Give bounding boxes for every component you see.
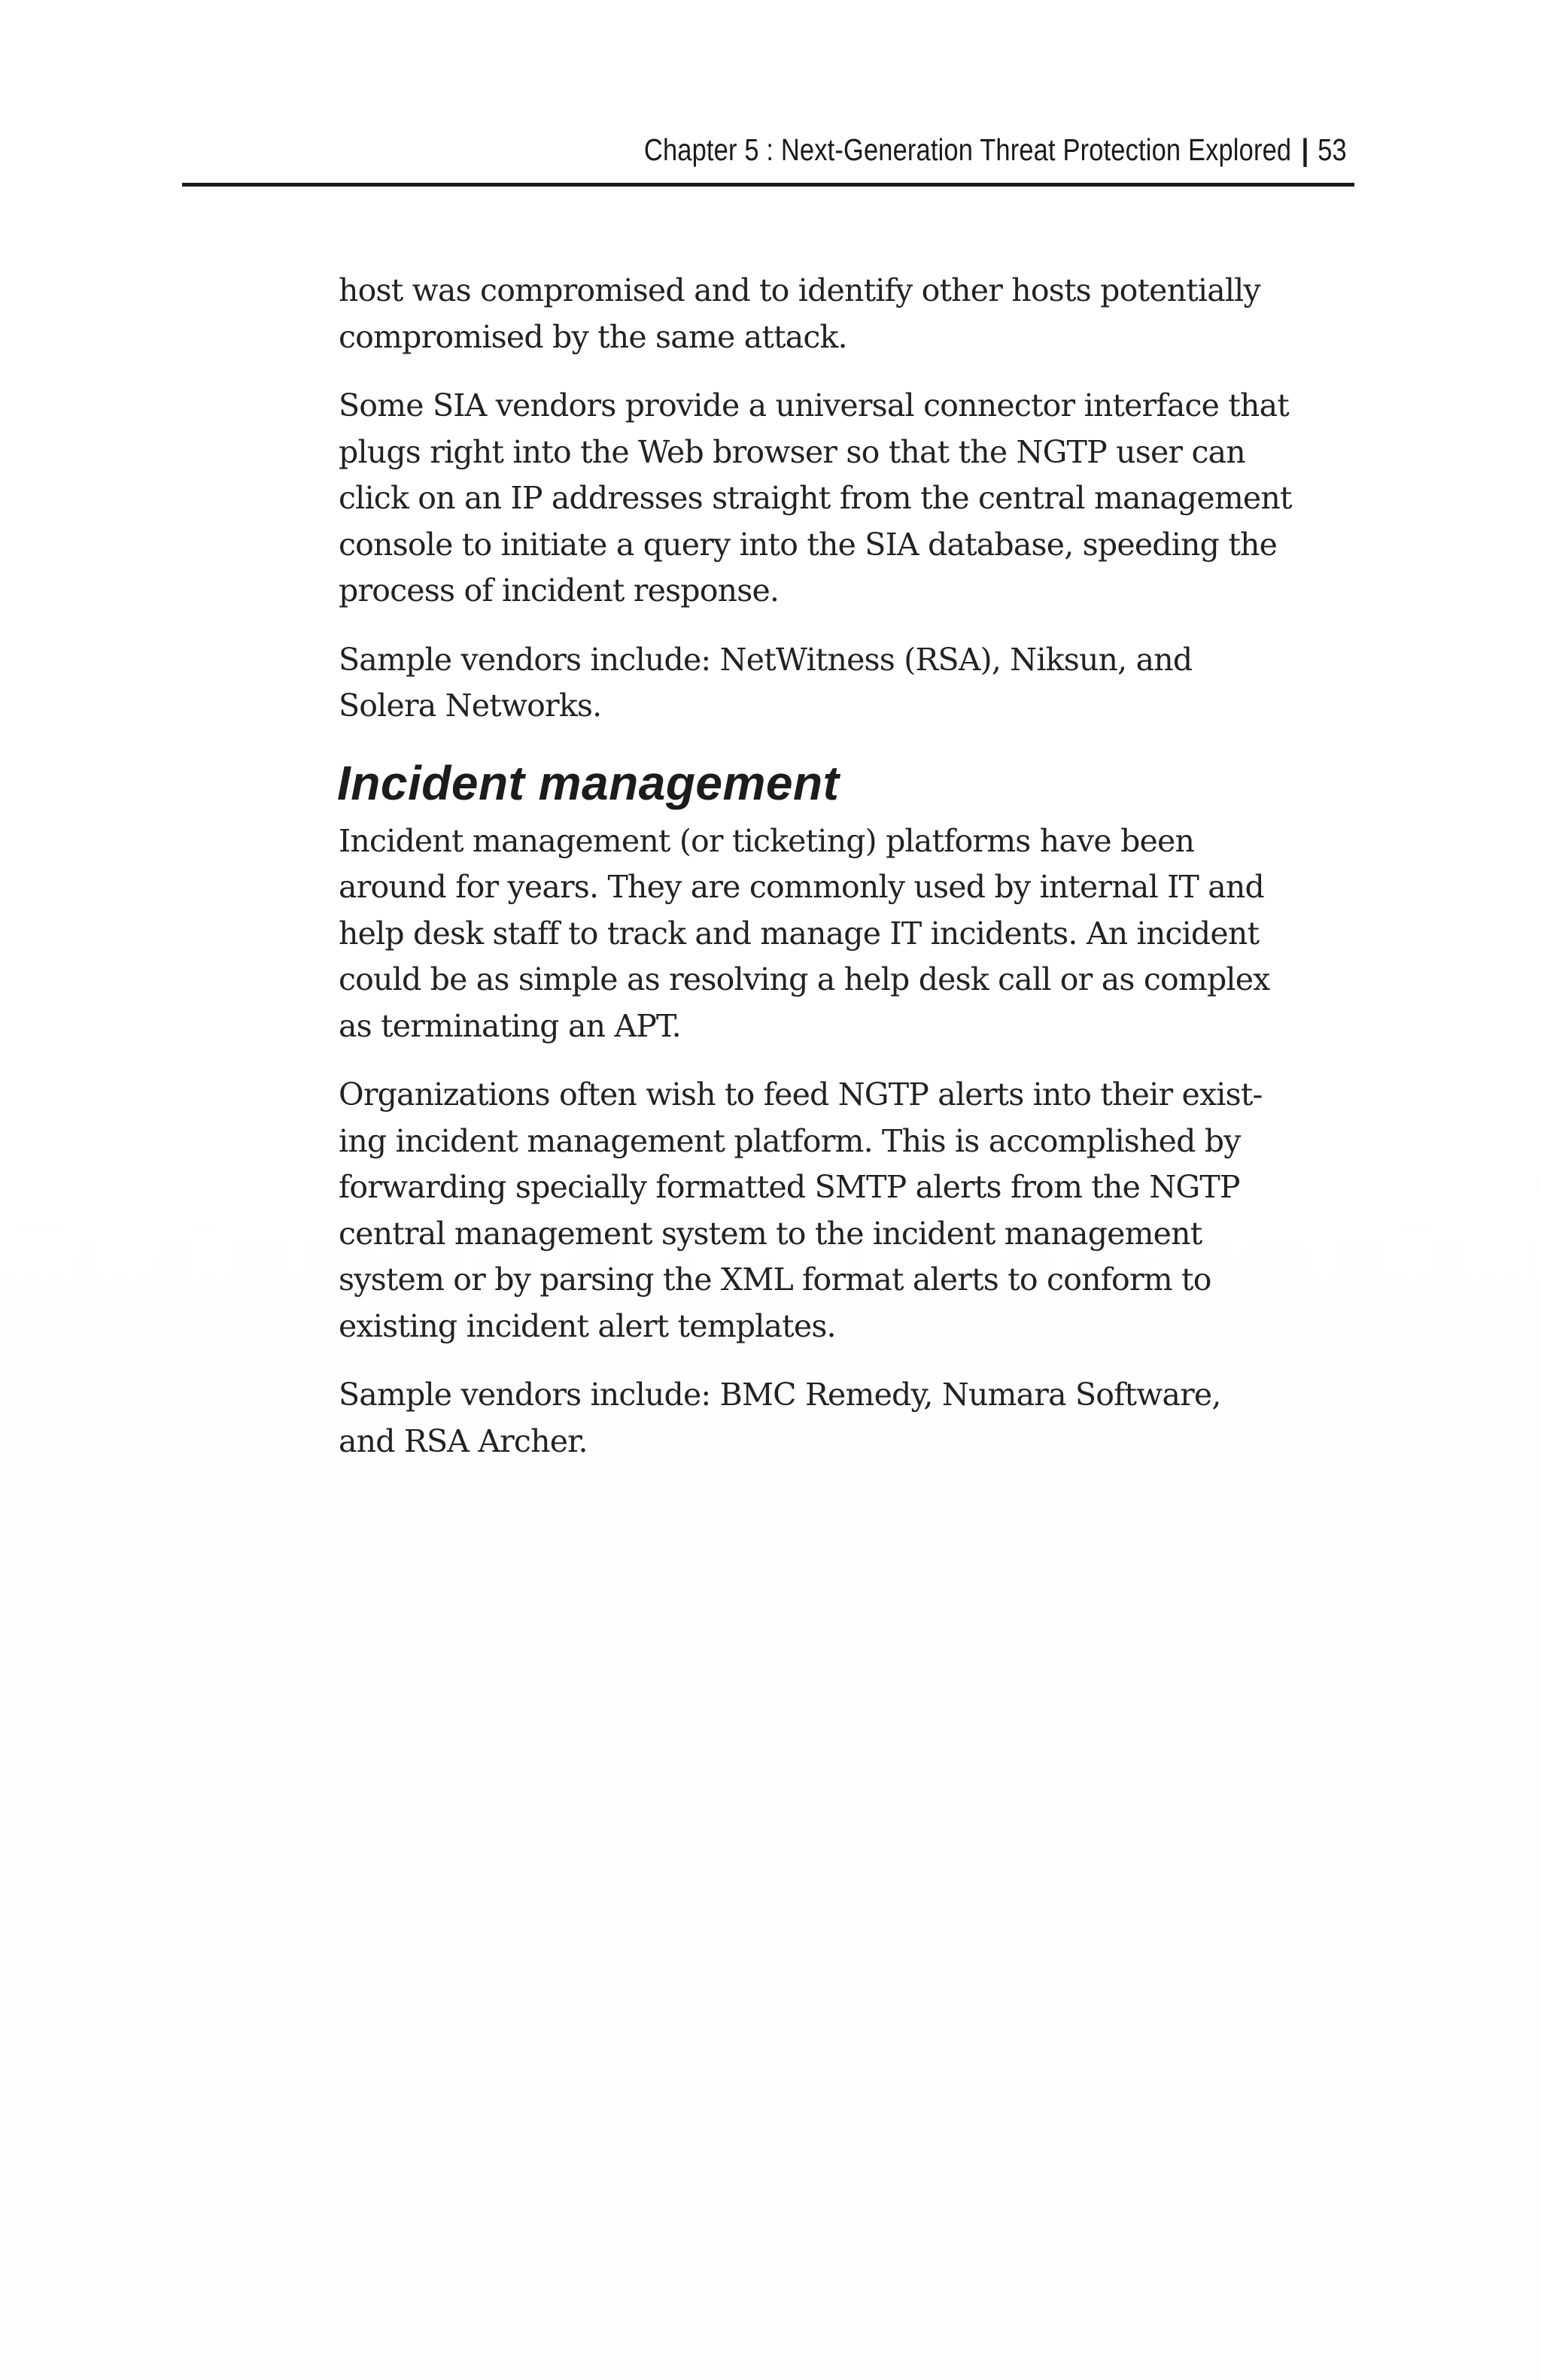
paragraph-incident-intro bbox=[339, 818, 1360, 1050]
text-line: system or by parsing the XML format alerts to conform to bbox=[339, 1261, 1211, 1298]
text-line: compromised by the same attack. bbox=[339, 318, 847, 355]
page-number: 53 bbox=[1318, 132, 1347, 167]
paragraph-incident-alerts bbox=[339, 1072, 1360, 1349]
header-separator: | bbox=[1301, 132, 1309, 167]
running-header bbox=[182, 126, 1354, 187]
text-line: help desk staff to track and manage IT incidents. An incident bbox=[339, 915, 1260, 952]
text-line: Organizations often wish to feed NGTP alerts into their exist- bbox=[339, 1076, 1263, 1113]
text-line: Sample vendors include: NetWitness (RSA), Niksun, and bbox=[339, 641, 1193, 678]
paragraph-sia-connector bbox=[339, 383, 1360, 615]
chapter-title: Chapter 5 : Next-Generation Threat Protection Explored bbox=[644, 132, 1292, 167]
text-line: host was compromised and to identify other hosts potentially bbox=[339, 272, 1260, 308]
text-line: existing incident alert templates. bbox=[339, 1307, 836, 1344]
text-line: as terminating an APT. bbox=[339, 1007, 681, 1044]
text-line: plugs right into the Web browser so that the NGTP user can bbox=[339, 433, 1245, 470]
text-line: forwarding specially formatted SMTP alerts from the NGTP bbox=[339, 1169, 1240, 1205]
text-line: around for years. They are commonly used by internal IT and bbox=[339, 869, 1264, 905]
text-line: could be as simple as resolving a help desk call or as complex bbox=[339, 961, 1270, 997]
text-line: click on an IP addresses straight from the central management bbox=[339, 480, 1292, 516]
text-line: central management system to the incident management bbox=[339, 1215, 1202, 1252]
paragraph-sia-vendors bbox=[339, 637, 1360, 730]
text-line: and RSA Archer. bbox=[339, 1422, 588, 1459]
text-line: process of incident response. bbox=[339, 572, 780, 609]
text-line: Solera Networks. bbox=[339, 688, 602, 724]
running-header-text bbox=[644, 132, 1347, 168]
page-body bbox=[339, 268, 1360, 1487]
text-line: Incident management (or ticketing) platforms have been bbox=[339, 822, 1195, 859]
text-line: console to initiate a query into the SIA database, speeding the bbox=[339, 526, 1278, 563]
text-line: Some SIA vendors provide a universal connector interface that bbox=[339, 387, 1289, 423]
text-line: Sample vendors include: BMC Remedy, Numara Software, bbox=[339, 1377, 1221, 1413]
section-heading-incident-management: Incident management bbox=[337, 755, 840, 810]
text-line: ing incident management platform. This is accomplished by bbox=[339, 1122, 1241, 1159]
paragraph-sia-continuation bbox=[339, 268, 1360, 360]
paragraph-incident-vendors bbox=[339, 1372, 1360, 1465]
